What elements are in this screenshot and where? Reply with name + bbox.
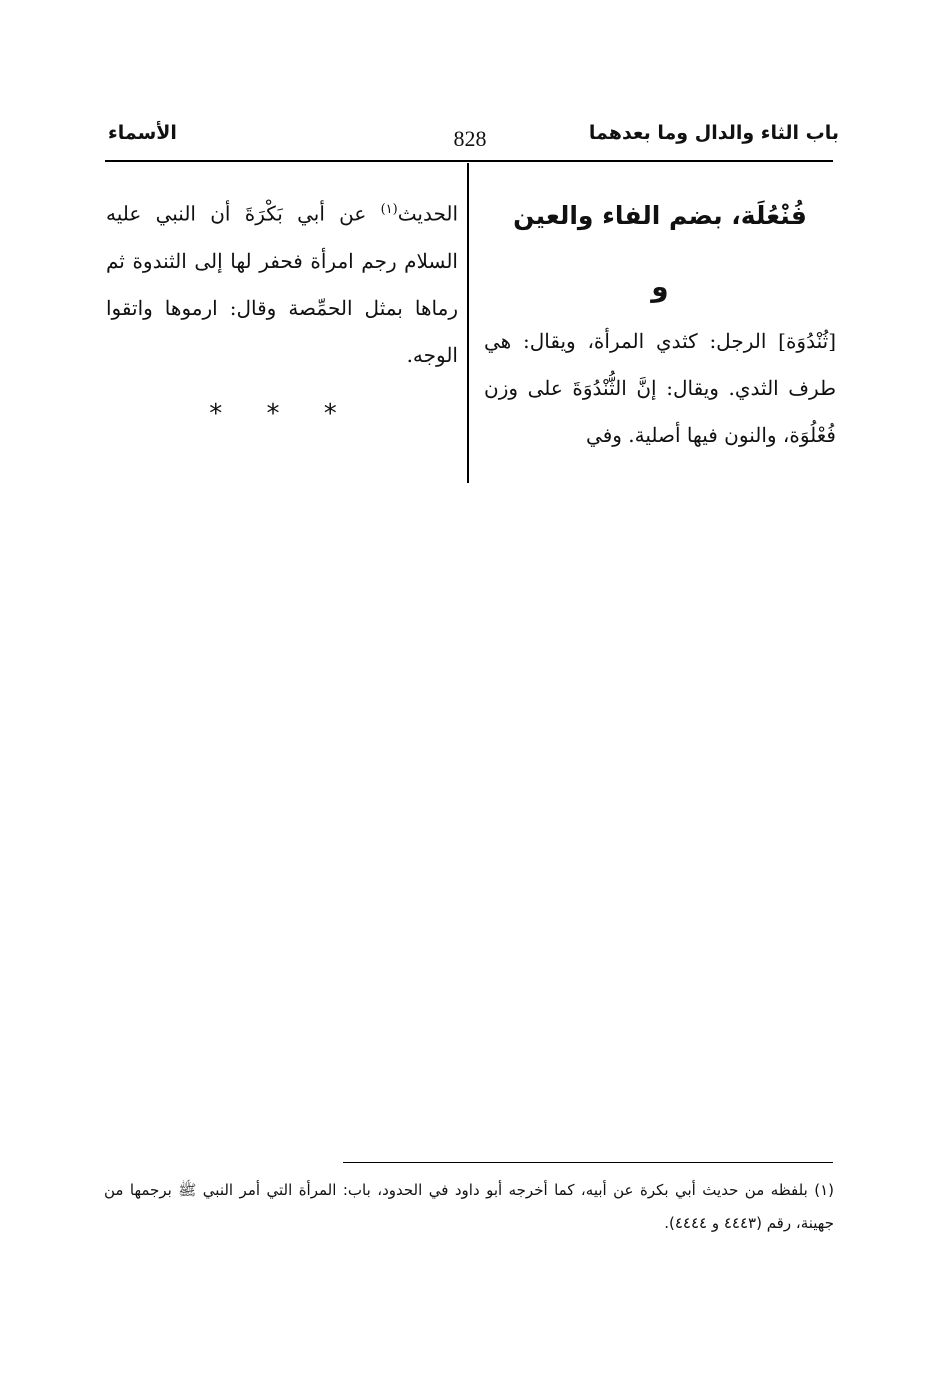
letter-heading: و [651, 270, 669, 303]
hadith-text-rest: عن أبي بَكْرَةَ أن النبي عليه السلام رجم امرأة فحفر لها إلى الثندوة ثم رماها بمثل الحمِّصة وقال: ارموها واتقوا الوجه. [106, 201, 458, 367]
header-rule [105, 160, 833, 162]
section-separator: * * * [209, 398, 355, 429]
pattern-heading: فُنْعُلَة، بضم الفاء والعين [513, 201, 807, 230]
left-column [106, 186, 458, 429]
running-header-section: الأسماء [108, 122, 177, 144]
footnote-reference: (١) [380, 202, 398, 217]
running-header-chapter: باب الثاء والدال وما بعدهما [588, 122, 839, 144]
page-number: 828 [453, 126, 487, 151]
footnote: (١) بلفظه من حديث أبي بكرة عن أبيه، كما أخرجه أبو داود في الحدود، باب: المرأة التي أمر النبي ﷺ برجمها من جهينة، رقم (٤٤٤٣ و ٤٤٤٤). [104, 1181, 834, 1232]
right-column [484, 190, 836, 459]
hadith-text [106, 186, 458, 379]
column-divider [467, 163, 469, 483]
footnote-rule [343, 1162, 833, 1163]
entry-text: [ثُنْدُوَة] الرجل: كثدي المرأة، ويقال: هي طرف الثدي. ويقال: إنَّ الثُّنْدُوَةَ على وزن فُعْلُوَة، والنون فيها أصلية. وفي [484, 329, 836, 447]
hadith-text-start: الحديث [397, 201, 458, 226]
